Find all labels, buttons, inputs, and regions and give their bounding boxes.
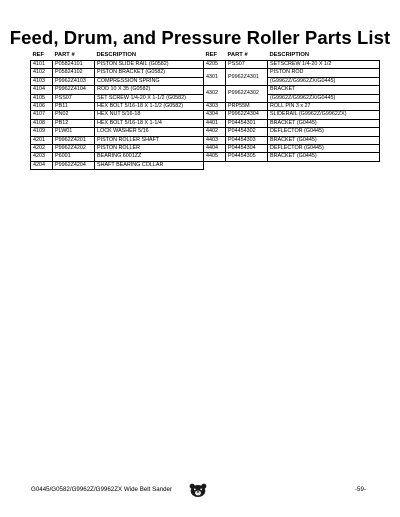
description-cell: (G9962Z/G9962ZX/G0445) (268, 77, 380, 85)
page-number: -59- (355, 486, 367, 493)
table-header-row (204, 51, 380, 61)
ref-cell: 4109 (31, 128, 53, 136)
description-cell: ROLL PIN 3 x 27 (268, 102, 380, 110)
part-number-cell: PB11 (53, 102, 95, 110)
header-ref: REF (32, 51, 45, 58)
description-cell: SET SCREW 1/4-20 X 1-1/2 (G0582) (95, 94, 204, 102)
ref-cell: 4205 (204, 61, 226, 69)
description-cell: BRACKET (G0445) (268, 136, 380, 144)
table-row (31, 161, 204, 169)
header-description: DESCRIPTION (269, 51, 310, 58)
ref-cell: 4102 (31, 69, 53, 77)
table-row (204, 153, 380, 161)
part-number-cell: P05824102 (53, 69, 95, 77)
ref-cell: 4203 (31, 153, 53, 161)
part-number-cell: PN02 (53, 111, 95, 119)
ref-cell: 4108 (31, 119, 53, 127)
part-number-cell: P04454304 (226, 144, 268, 152)
description-cell: ROD 10 X 35 (G0582) (95, 86, 204, 94)
description-cell: HEX BOLT 5/16-18 X 1-1/4 (95, 119, 204, 127)
ref-cell: 4101 (31, 61, 53, 69)
table-row (204, 61, 380, 69)
part-number-cell: P9962Z4301 (226, 69, 268, 86)
header-part-number: PART # (227, 51, 248, 58)
part-number-cell: P9962Z4202 (53, 144, 95, 152)
part-number-cell: P9962Z4204 (53, 161, 95, 169)
part-number-cell: P9962Z4104 (53, 86, 95, 94)
parts-table-right (203, 51, 380, 162)
description-cell: BRACKET (G0445) (268, 119, 380, 127)
part-number-cell: PRP55M (226, 102, 268, 110)
description-cell: SLIDERAIL (G9962Z/G9962ZX) (268, 111, 380, 119)
description-cell: PISTON ROLLER (95, 144, 204, 152)
table-row (204, 128, 380, 136)
table-row (204, 102, 380, 110)
ref-cell: 4104 (31, 86, 53, 94)
ref-cell: 4402 (204, 128, 226, 136)
ref-cell: 4303 (204, 102, 226, 110)
table-header-row (31, 51, 204, 61)
parts-table-right-body (204, 61, 380, 162)
table-row (31, 86, 204, 94)
part-number-cell: PLW01 (53, 128, 95, 136)
ref-cell: 4106 (31, 102, 53, 110)
table-row (204, 86, 380, 94)
ref-cell: 4304 (204, 111, 226, 119)
part-number-cell: P9962Z4201 (53, 136, 95, 144)
description-cell: BEARING 6001ZZ (95, 153, 204, 161)
part-number-cell: P6001 (53, 153, 95, 161)
description-cell: PISTON BRACKET (G0582) (95, 69, 204, 77)
part-number-cell: P9962Z4302 (226, 86, 268, 103)
ref-cell: 4105 (31, 94, 53, 102)
table-row (204, 69, 380, 77)
part-number-cell: PSS07 (226, 61, 268, 69)
table-row (31, 102, 204, 110)
description-cell: PISTON ROD (268, 69, 380, 77)
part-number-cell: P04454302 (226, 128, 268, 136)
parts-table-left (30, 51, 204, 170)
table-row (31, 153, 204, 161)
ref-cell: 4202 (31, 144, 53, 152)
header-ref: REF (205, 51, 218, 58)
ref-cell: 4302 (204, 86, 226, 103)
description-cell: HEX NUT 5/16-18 (95, 111, 204, 119)
part-number-cell: P05824101 (53, 61, 95, 69)
ref-cell: 4103 (31, 77, 53, 85)
ref-cell: 4403 (204, 136, 226, 144)
description-cell: DEFLECTOR (G0445) (268, 144, 380, 152)
ref-cell: 4107 (31, 111, 53, 119)
description-cell: SHAFT BEARING COLLAR (95, 161, 204, 169)
table-row (204, 111, 380, 119)
part-number-cell: P04454303 (226, 136, 268, 144)
part-number-cell: P04454301 (226, 119, 268, 127)
description-cell: PISTON ROLLER SHAFT (95, 136, 204, 144)
bear-logo-icon (189, 483, 207, 497)
part-number-cell: PSS07 (53, 94, 95, 102)
table-row (31, 111, 204, 119)
ref-cell: 4401 (204, 119, 226, 127)
part-number-cell: P9962Z4103 (53, 77, 95, 85)
description-cell: SETSCREW 1/4-20 X 1/2 (268, 61, 380, 69)
page-title: Feed, Drum, and Pressure Roller Parts List (9, 27, 391, 48)
description-cell: BRACKET (G0445) (268, 153, 380, 161)
header-description: DESCRIPTION (96, 51, 137, 58)
table-row (31, 144, 204, 152)
ref-cell: 4405 (204, 153, 226, 161)
description-cell: HEX BOLT 5/16-18 X 1-1/2 (G0582) (95, 102, 204, 110)
description-cell: LOCK WASHER 5/16 (95, 128, 204, 136)
table-row (204, 119, 380, 127)
description-cell: (G9962Z/G9962ZX/G0445) (268, 94, 380, 102)
table-row (204, 144, 380, 152)
parts-table-left-body (31, 61, 204, 170)
ref-cell: 4204 (31, 161, 53, 169)
header-part-number: PART # (54, 51, 75, 58)
description-cell: PISTON SLIDE RAIL (G0582) (95, 61, 204, 69)
table-row (31, 61, 204, 69)
part-number-cell: PB12 (53, 119, 95, 127)
table-row (31, 94, 204, 102)
footer-model-text: G0445/G0582/G9962Z/G9962ZX Wide Belt Sander (31, 486, 173, 493)
table-row (31, 119, 204, 127)
part-number-cell: P9962Z4304 (226, 111, 268, 119)
description-cell: COMPRESSION SPRING (95, 77, 204, 85)
table-row (31, 136, 204, 144)
description-cell: BRACKET (268, 86, 380, 94)
table-row (31, 77, 204, 85)
table-row (31, 128, 204, 136)
ref-cell: 4201 (31, 136, 53, 144)
table-row (204, 136, 380, 144)
ref-cell: 4404 (204, 144, 226, 152)
table-row (31, 69, 204, 77)
part-number-cell: P04454305 (226, 153, 268, 161)
description-cell: DEFLECTOR (G0445) (268, 128, 380, 136)
ref-cell: 4301 (204, 69, 226, 86)
